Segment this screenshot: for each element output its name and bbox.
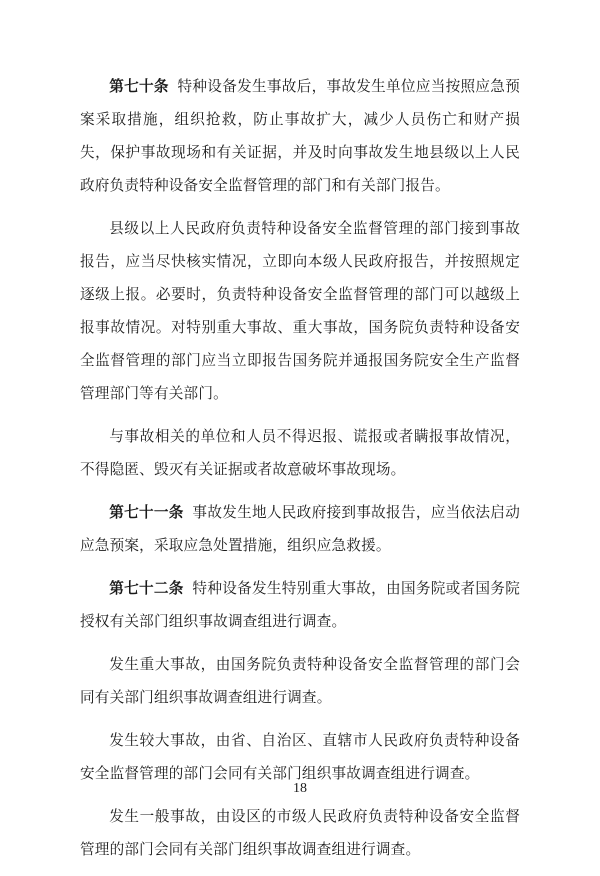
paragraph-article-72 bbox=[80, 572, 520, 638]
paragraph-text: 县级以上人民政府负责特种设备安全监督管理的部门接到事故报告，应当尽快核实情况，立即向本级人民政府报告，并按照规定逐级上报。必要时，负责特种设备安全监督管理的部门可以越级上报事故情况。对特别重大事故、重大事故，国务院负责特种设备安全监督管理的部门应当立即报告国务院并通报国务院安全生产监督管理部门等有关部门。 bbox=[80, 220, 520, 402]
paragraph-article-71 bbox=[80, 496, 520, 562]
article-number: 第七十一条 bbox=[109, 504, 184, 521]
paragraph-text: 特种设备发生事故后，事故发生单位应当按照应急预案采取措施，组织抢救，防止事故扩大，减少人员伤亡和财产损失，保护事故现场和有关证据，并及时向事故发生地县级以上人民政府负责特种设备安全监督管理的部门和有关部门报告。 bbox=[80, 78, 520, 194]
paragraph-text: 特种设备发生特别重大事故，由国务院或者国务院授权有关部门组织事故调查组进行调查。 bbox=[80, 580, 520, 630]
paragraph-text: 发生一般事故，由设区的市级人民政府负责特种设备安全监督管理的部门会同有关部门组织事故调查组进行调查。 bbox=[80, 808, 520, 858]
paragraph-article-70 bbox=[80, 70, 520, 202]
paragraph bbox=[80, 212, 520, 410]
page-number: 18 bbox=[293, 781, 307, 796]
paragraph bbox=[80, 648, 520, 714]
paragraph-text: 发生重大事故，由国务院负责特种设备安全监督管理的部门会同有关部门组织事故调查组进行调查。 bbox=[80, 656, 520, 706]
article-number: 第七十二条 bbox=[109, 580, 184, 597]
paragraph bbox=[80, 800, 520, 866]
paragraph-text: 发生较大事故，由省、自治区、直辖市人民政府负责特种设备安全监督管理的部门会同有关部门组织事故调查组进行调查。 bbox=[80, 732, 520, 782]
paragraph bbox=[80, 420, 520, 486]
document-body bbox=[80, 70, 520, 876]
article-number: 第七十条 bbox=[109, 78, 169, 95]
paragraph-text: 事故发生地人民政府接到事故报告，应当依法启动应急预案，采取应急处置措施，组织应急救援。 bbox=[80, 504, 520, 554]
paragraph-text: 与事故相关的单位和人员不得迟报、谎报或者瞒报事故情况，不得隐匿、毁灭有关证据或者故意破坏事故现场。 bbox=[80, 428, 520, 478]
